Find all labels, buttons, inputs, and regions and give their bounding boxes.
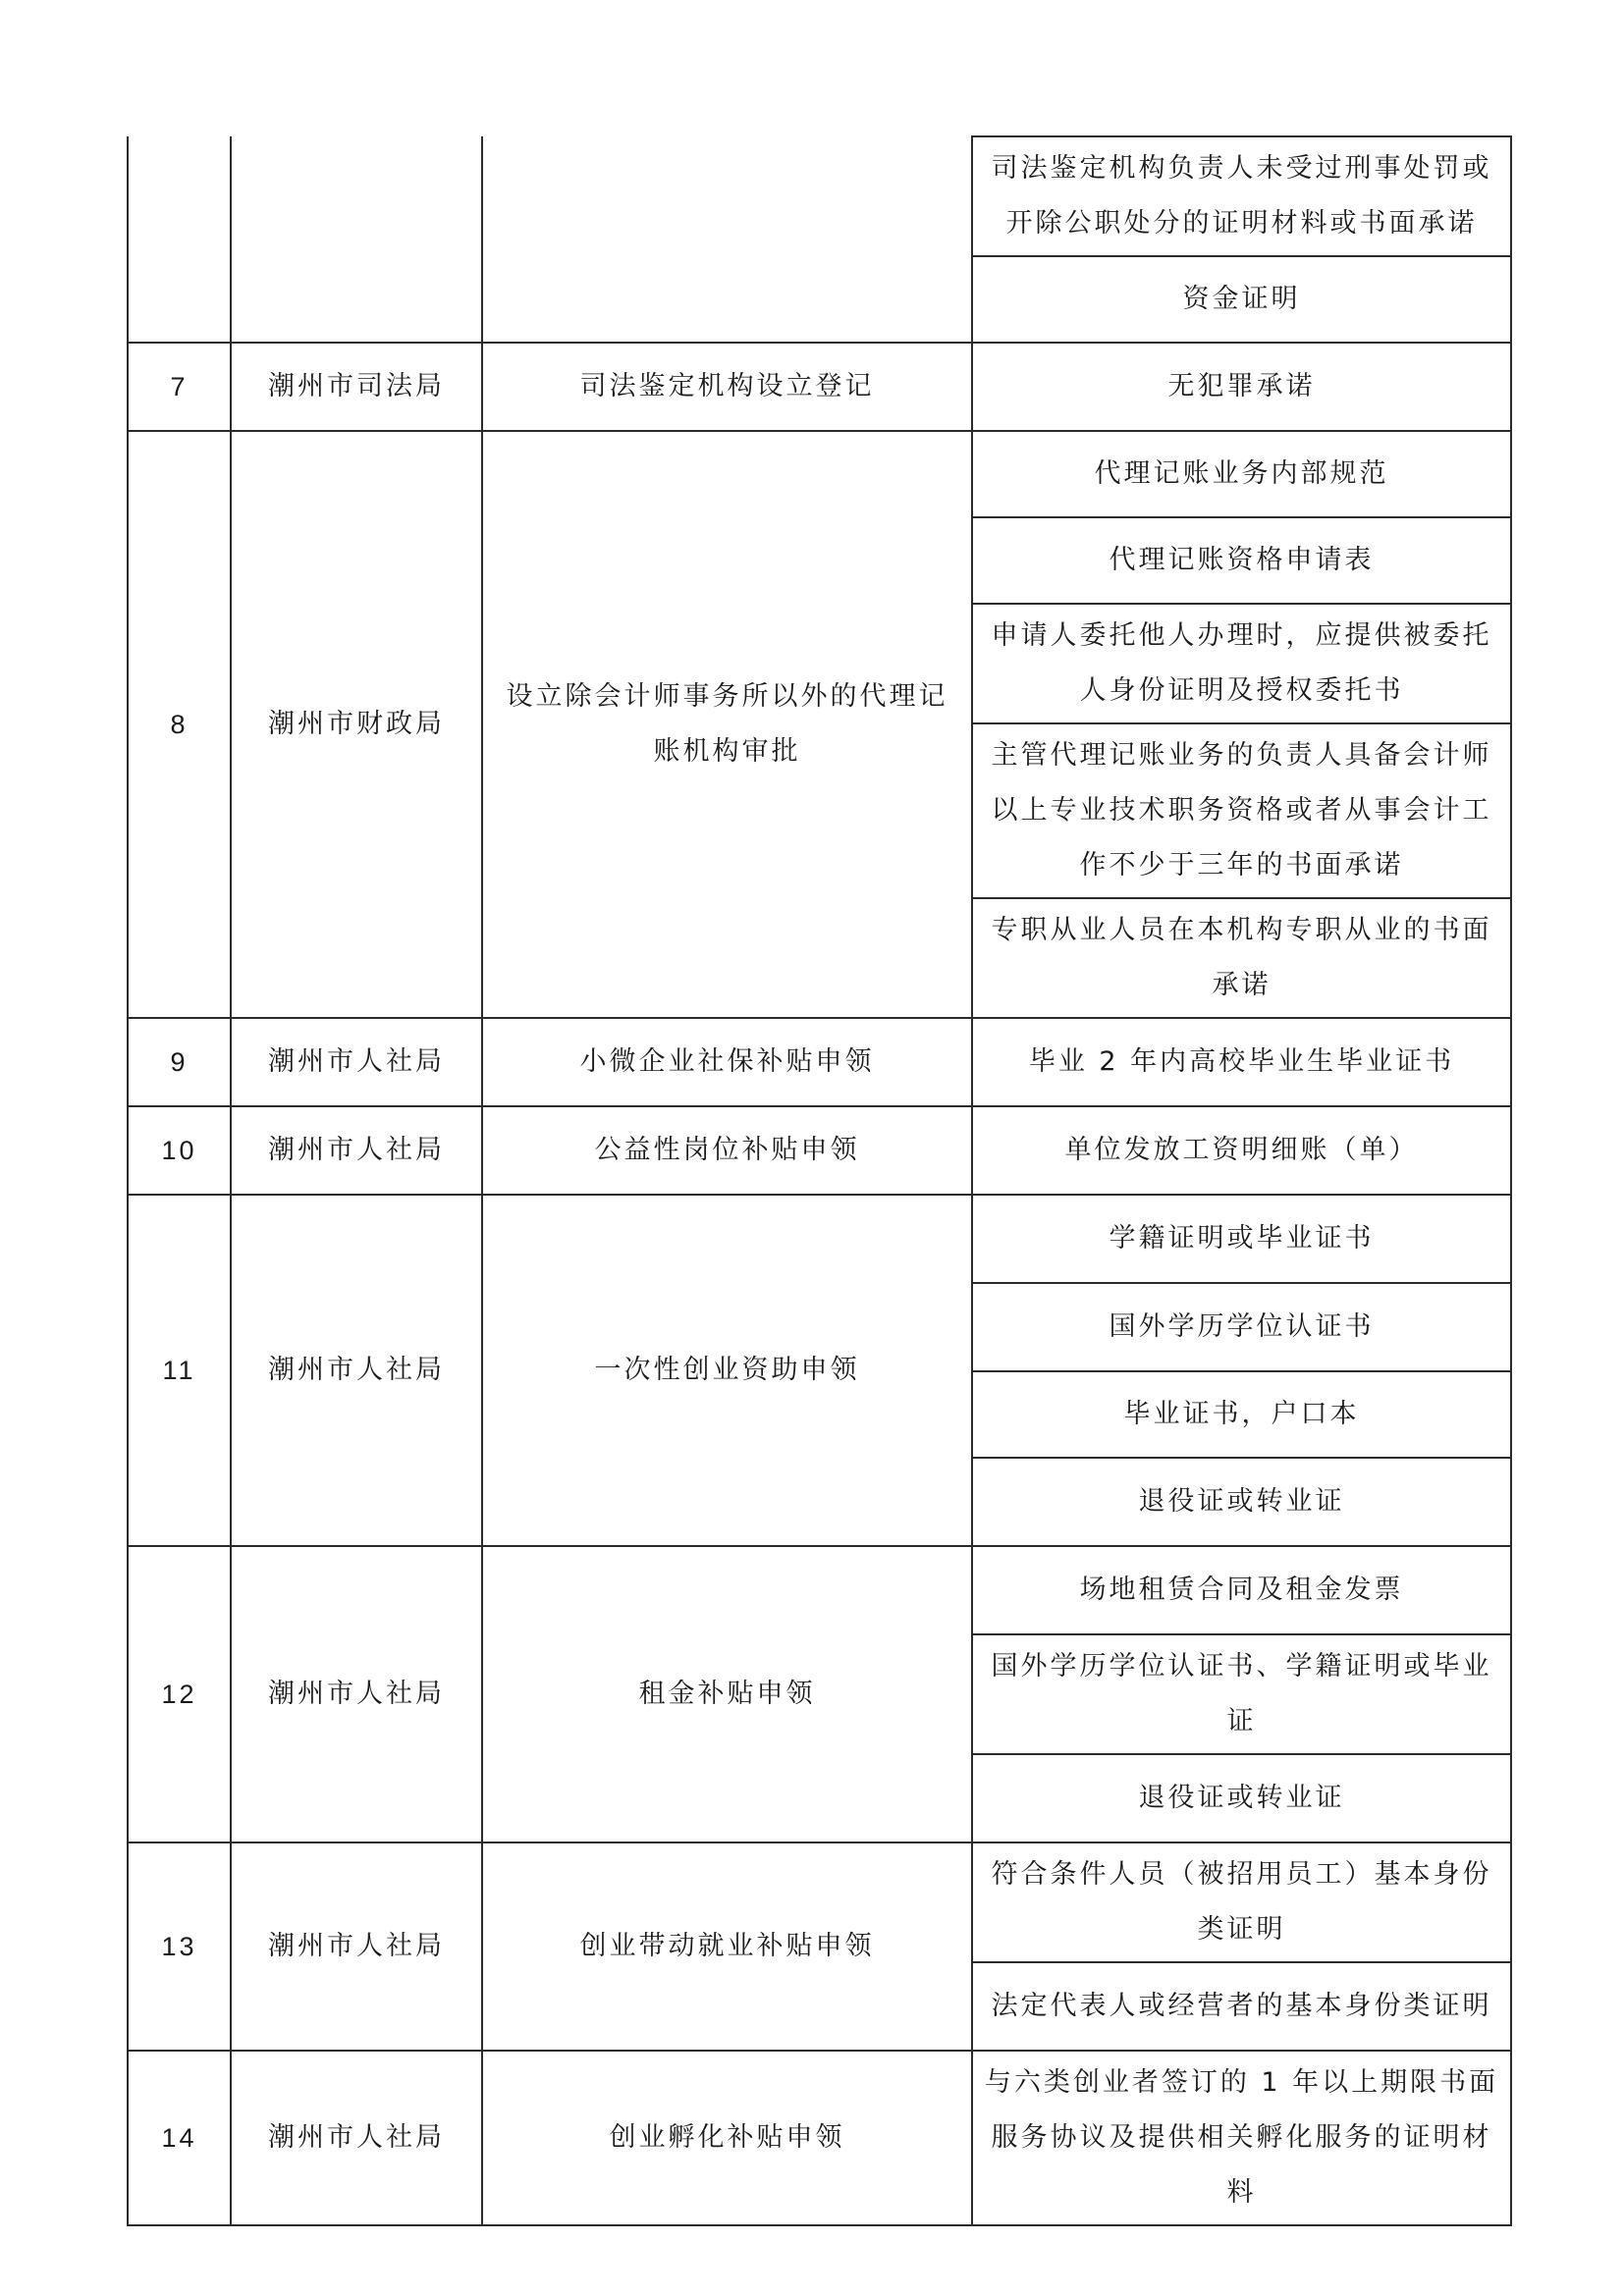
service-item-cell: 司法鉴定机构设立登记 — [482, 343, 972, 431]
material-cell: 专职从业人员在本机构专职从业的书面承诺 — [972, 898, 1511, 1018]
material-cell: 与六类创业者签订的 1 年以上期限书面服务协议及提供相关孵化服务的证明材料 — [972, 2051, 1511, 2225]
material-cell: 主管代理记账业务的负责人具备会计师以上专业技术职务资格或者从事会计工作不少于三年的书面承诺 — [972, 723, 1511, 898]
row-number — [128, 136, 231, 343]
material-cell: 毕业 2 年内高校毕业生毕业证书 — [972, 1018, 1511, 1106]
table-row — [128, 431, 1511, 517]
material-cell: 退役证或转业证 — [972, 1458, 1511, 1546]
row-number: 13 — [128, 1842, 231, 2051]
service-item-cell: 设立除会计师事务所以外的代理记账机构审批 — [482, 431, 972, 1018]
material-cell: 无犯罪承诺 — [972, 343, 1511, 431]
material-cell: 资金证明 — [972, 256, 1511, 343]
row-number: 10 — [128, 1106, 231, 1195]
material-cell: 法定代表人或经营者的基本身份类证明 — [972, 1962, 1511, 2051]
department-cell: 潮州市财政局 — [231, 431, 482, 1018]
row-number: 9 — [128, 1018, 231, 1106]
table-row — [128, 2051, 1511, 2225]
department-cell: 潮州市司法局 — [231, 343, 482, 431]
material-cell: 国外学历学位认证书 — [972, 1283, 1511, 1371]
table-row — [128, 1546, 1511, 1634]
department-cell: 潮州市人社局 — [231, 1842, 482, 2051]
material-cell: 毕业证书，户口本 — [972, 1371, 1511, 1458]
table-row — [128, 1018, 1511, 1106]
table-row — [128, 136, 1511, 256]
material-cell: 国外学历学位认证书、学籍证明或毕业证 — [972, 1634, 1511, 1754]
material-cell: 代理记账业务内部规范 — [972, 431, 1511, 517]
department-cell: 潮州市人社局 — [231, 2051, 482, 2225]
service-item-cell: 一次性创业资助申领 — [482, 1195, 972, 1546]
row-number: 11 — [128, 1195, 231, 1546]
service-item-cell — [482, 136, 972, 343]
department-cell: 潮州市人社局 — [231, 1106, 482, 1195]
table-row — [128, 1842, 1511, 1962]
department-cell: 潮州市人社局 — [231, 1018, 482, 1106]
material-cell: 退役证或转业证 — [972, 1754, 1511, 1842]
service-item-cell: 创业带动就业补贴申领 — [482, 1842, 972, 2051]
service-item-cell: 小微企业社保补贴申领 — [482, 1018, 972, 1106]
material-cell: 符合条件人员（被招用员工）基本身份类证明 — [972, 1842, 1511, 1962]
department-cell: 潮州市人社局 — [231, 1546, 482, 1842]
row-number: 14 — [128, 2051, 231, 2225]
table-row — [128, 1195, 1511, 1283]
material-cell: 司法鉴定机构负责人未受过刑事处罚或开除公职处分的证明材料或书面承诺 — [972, 136, 1511, 256]
material-cell: 场地租赁合同及租金发票 — [972, 1546, 1511, 1634]
table-row — [128, 1106, 1511, 1195]
table-row — [128, 343, 1511, 431]
material-cell: 代理记账资格申请表 — [972, 517, 1511, 604]
material-cell: 学籍证明或毕业证书 — [972, 1195, 1511, 1283]
service-item-cell: 创业孵化补贴申领 — [482, 2051, 972, 2225]
row-number: 7 — [128, 343, 231, 431]
row-number: 12 — [128, 1546, 231, 1842]
material-cell: 单位发放工资明细账（单） — [972, 1106, 1511, 1195]
service-item-cell: 租金补贴申领 — [482, 1546, 972, 1842]
row-number: 8 — [128, 431, 231, 1018]
department-cell — [231, 136, 482, 343]
service-item-cell: 公益性岗位补贴申领 — [482, 1106, 972, 1195]
department-cell: 潮州市人社局 — [231, 1195, 482, 1546]
material-cell: 申请人委托他人办理时，应提供被委托人身份证明及授权委托书 — [972, 604, 1511, 723]
materials-table — [127, 135, 1512, 2226]
